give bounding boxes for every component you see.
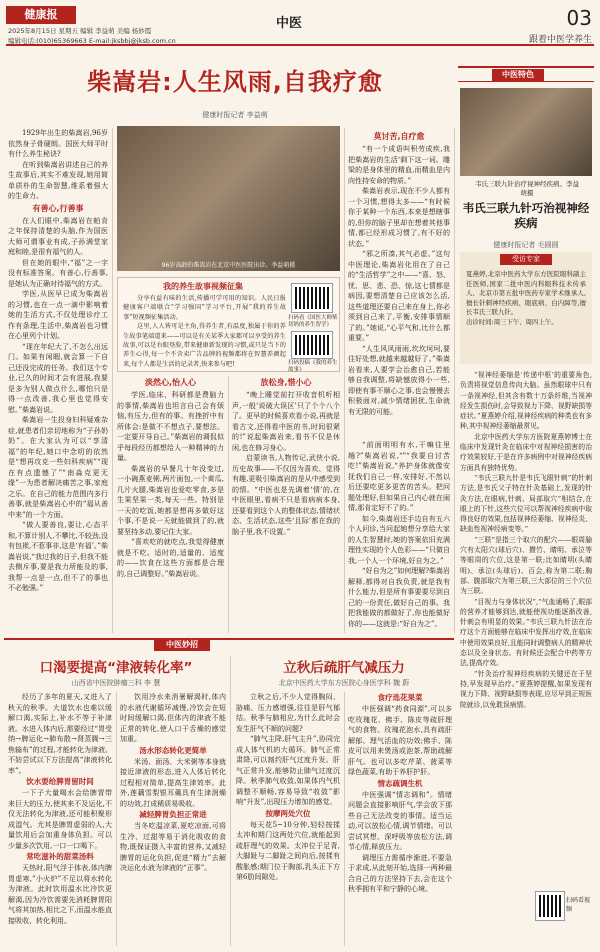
- lead-col5: 莫讨苦,自疗愈 “有一个成语叫积劳成疾,我把柴嵩岩的生活‘剩下这一词。雕梁的是身体里的精血,而精血是内向性持安命的物质。” 柴嵩岩表示,现在不少人都有一个习惯,想得太多——“有时候你于某种一个东西,本来是想瞎事的,但你的脑子里却在想着其他事情,都已经形成习惯了,有不好的状态。” “邪之所凑,其气必虚。”这句中医理论,柴嵩岩化用在了自己的“生活哲学”之中——“喜、怒、忧、思、悲、恐、惊,这七情都是病因,要想清楚自己应该怎么活,这些道理还要自己来在身上,你必须到自己来了,平衡,安排事情顺了的。”她说,“心平气和,比什么都重要。” “人生风风雨雨,坎坎坷坷,要往好处想,就越来越越好了。”柴嵩岩看来,人要学会治愈自己,若能够自我调整,将缺憾放得小一些,即使有事不顺心之事,也会慢慢去积极面对,减少情绪困扰,生命就有无限的可能。: [348, 132, 450, 416]
- article-right-col2: 食疗选花果菜 中医强调“药食同源”,可以多吃玫瑰花、佛手、陈皮等疏肝理气的食物。玫瑰花泡水,具有疏肝解郁、理气活血的功效;佛手、陈皮可以用来煲汤或泡茶,帮助疏解肝气。也可以多吃芹菜、菠菜等绿色蔬菜,有助于养肝护肝。 情志疏调生机 中医强调“情志调和”。情绪问题会直接影响肝气,学会放下那些自己无法改变的事情。适当运动,可以放松心情,调节情绪。可以尝试冥想、深呼吸等放松方法,调节心情,释放压力。 调理压力需循序渐进,不要急于求成,从此刻开始,选择一两种最合自己的方法坚持下去,会在这个秋季拥有平和宁静的心境。: [348, 693, 452, 893]
- article-left-col2: 饮用冷水来消暑解渴时,体内的水液代谢循环减慢,冷饮会在短时间缓解口渴,但体内的津液不能正常的转化,使人口干舌燥的感觉加重。 汤水形态转化更简单 米汤、面汤、大米粥等本身就接近津液的形态,进入人体后转化过程相对简单,提高生津效率。此外,莲藕雪梨银耳羹具有生津润燥的功效,打成稀质易吸收。 减轻脾胃负担正常进 当冬吃温凉菜,夏吃凉面,可将生冷、过甜等易于消化吸收的食物,既保证摄入丰富的营养,又减轻脾胃的运化负担,促进“精力”去解决运化水液为津液的“正事”。: [120, 693, 226, 872]
- contact-line: 编辑电话:(010)65369663 E-mail:jksbbj@jksb.com.cn: [8, 37, 176, 45]
- expert-box: [460, 252, 592, 364]
- lead-byline: 健康时报记者 李益萌: [202, 111, 268, 119]
- video-notice-box: [117, 277, 340, 372]
- lead-subhead-1: 有善心,行善事: [32, 203, 84, 213]
- sidebar-qr-caption: 扫码看视频: [566, 897, 591, 913]
- article-left-subhead-1: 饮水要给脾胃留时间: [26, 777, 94, 786]
- notice-body: 分享有益有味的生活,传播可学可用的知识。人民日报健康客户端联合“学习强国”学习平台,开展“我的养生故事”短视频征集活动。 这里,人人皆可是主角,得养生者,有温度,独属于你的养生故事笔端道来——可以是有关某季大家都可以享受的养生故事,可以是右眼登脸,带来健康新发现的习惯,或只是当下的养生心得,每一个不含卖广告品牌的视频都将在智慧养颜起来,每个人都是生活的记录者,快来参与吧!: [123, 295, 286, 368]
- article-left-col1: 经历了多年的夏天,又进入了秋天的秋季。大道饮水也难以缓解口渴,实际上,补水不等于补津液。水进入体内后,需要经过“胃受纳→脾运化→肺布散→肾蒸腾→三焦输布”的过程,才能转化为津液。不妨尝试以下方法提高“津液转化率”。 饮水要给脾胃留时间 一下子大量喝水会给脾胃带来巨大的压力,使其来不及运化,不仅无法转化为津液,还可能积聚形成湿气。尤其是脾胃虚弱的人,大量饮用后会加重身体负担。可以少量多次饮用,一口一口喝下。 常吃滋补的甜菜汤料 天热时,阳气浮于体表,体内脾胃虚寒,”小火炉”不足以将水转化为津液。此时饮用温水比冷饮更解渴,因为冷饮需要先消耗脾胃阳气将其加热,相比之下,而温水能直接吸收、转化利用。: [8, 693, 112, 925]
- tips-band-label: 中医妙招: [154, 638, 210, 651]
- expert-text: 夏燕婷,北京中医药大学东方医院眼科副主任医师,国家二批中医内科眼科技术传承人、北京市第五批中医药专家学术继承人,擅长针刺神经疾病、眼底病、白内障等,擅长韦氏三联九针。 出诊时间:周三下午、周四上午。: [466, 270, 586, 326]
- date-line: 2025年8月15日 星期五 编辑 李益萌 美编 杨妙霞: [8, 27, 152, 35]
- sidebar-byline: 健康时报记者 毛圆圆: [493, 241, 559, 249]
- article-left-subhead-2: 常吃滋补的甜菜汤料: [26, 852, 94, 861]
- section-tagline: 跟着中医学养生: [528, 35, 592, 45]
- section-title: 中医: [276, 16, 303, 31]
- qr2-caption: 扫码投稿《我的养生故事》: [288, 360, 338, 373]
- lead-col3: 淡然心,怡人心 学医,临床、科研都是费脑力的事情,柴嵩岩也坦言自己会有烦恼,有压力,但有的事。有挫折中有所体会:是做不不想点子,要想法。一定要开导自己。”柴嵩岩的调侃似乎每段经历都想给人一种精神的力量。 柴嵩岩的早餐几十年没变过,一小碗燕麦粥,两片面包,一个黄瓜,几片火腿,柴嵩岩也爱吃零食,多是生果坚果一类,每天一些。特别是一天的吃饭,她都是想再多做好这个事,不是说一天就能做到了的,就要坚持多动,要记住大家。 “喜欢吃的就吃点,我觉得健康就是不吃。适时的,适量的、适度的——饮食在这些方面都是合理的,自己调整好。”柴嵩岩说。: [117, 378, 224, 578]
- sidebar-photo-caption: 韦氏三联九针治疗视神经疾病。李益萌摄: [475, 180, 579, 197]
- lead-col1: 1929年出生的柴嵩岩,96岁依然身子骨硬朗。国医大师平时有什么养生秘诀? 在听到柴嵩岩讲述自己的养生故事后,其实不难发现,她用简单质朴的生命智慧,维系着强大的生命力。 有善心,行善事 在人们眼中,柴嵩岩在帕肯之年保持清楚的头脑,作为国医大师可谓事业有成,子孙满堂家庭和睦,是很有福气的人。 但在她的眼中,“福”之一字没有标准答案。有善心,行善事,是她认为正确对待福气的方式。 学医,从医早已成为柴嵩岩的习惯,也在一点一滴中影响着她的生活方式,不仅处理诊疗工作有条理,生活中,柴嵩岩也习惯在心里列个计划。 “现在年纪大了,不怎么出远门。如果有闲暇,就会算一下自己还没完成的任务。我们这个专业,已久的时间才会有进展,我要是多为别人做点什么,哪怕只是得一点改善,我心里也觉得安慰。”柴嵩岩说。 柴嵩岩一生投身妇科疑难杂症,就患者们亲切地称为“子孙奶奶”。在大家认为可以“享清福”的年纪,她口中念叨的依然是“想再攻克一些妇科疾病”“现在有点遗憾了”“南淼克更无缘”一为患者解决痛苦之事,家庭之乐。在自己的能力范围内多行善事,就是柴嵩岩心中的“福从善中来”的一个方面。 “做人要善良,要让,心态平和,不算计别人,不攀比,不较劲,没有包袱,不惹事非,这是‘有福’。”柴嵩岩说,“我过我的日子,但我不能去侧斥事,要是我力所能及的事,我帮一点是一点,但不了的事也不必勉强。”: [8, 129, 108, 592]
- lead-subhead-lv: 淡然心,怡人心: [144, 378, 197, 387]
- article-right-subhead-3: 情志疏调生机: [377, 778, 423, 788]
- sidebar: [458, 66, 594, 946]
- tips-band: [4, 638, 454, 652]
- article-right-col1: 立秋之后,不少人觉得胸闷、胁痛、压力感增强,往往是肝气郁结。秋季与肺相应,为什么此时会发生肝气不顺的问题? “肺气主降,肝气主升”,协同完成人体气机的大循环。肺气正常肃降,可以制约肝气过度升发。肝气正常升发,能够防止肺气过度沉降。秋季肺气收敛,如果体内气机调整不顺畅,容易导致“收敛”影响“升发”,出现压力增加的感觉。 按摩两处穴位 每天花5~10分钟,轻轻按揉太冲和期门这两处穴位,就能起到疏肝理气的效果。太冲位于足背,大脚趾与二脚趾之间向后,按揉有酸胀感;期门位于胸部,乳头正下方第6肋间隙处。: [236, 693, 340, 881]
- article-right-subhead-1: 按摩两处穴位: [265, 808, 311, 818]
- sidebar-body: “视神经萎缩是‘传递中枢’的重要角色,负责将视觉信息传向大脑。虽然眼球中只有一条视神经,但其含有数十万条纤维,当视神经发生损伤时,会导致视力下降、视野缺损等症状。”夏燕婷介绍,视神经疾病的种类也有多种,其中视神经萎缩最常见。 北京中医药大学东方医院夏燕婷博士在临床中发现针灸在临床中对视神经损害的治疗效果较好,于是在许多病例中对视神经疾病方面具有独特优势。 “韦氏三联九针是韦氏飞眼针刺”的针刺方法,是韦氏父子特在针灸基础上,发现的针灸方法,在眼病,针刺、局部取穴“相结合,在眼上的下针,这些穴位可以帮视神经疾病中取得良好的效果,包括视神经萎缩、视神经炎、缺血性视神经病变等。” “三联”是指三个取穴的配穴——眼周腧穴有太阳穴(球后穴)、攒竹、睛明、承泣等等眼周的穴位,这是第一联;比如睛明(头睛明)、承泣(头球后)、百会,称为第二联;胸部、腹部取穴为第三联,三大部位的三个穴位为三联。 “目视力与身体状况”,“气血通畅了,眼部的营养才能够到达,就能使视功能逐渐改善,针刺会有明显的效果。”韦氏三联九针法在治疗这个方面能够在临床中发挥出疗效,在临床中使用效果良好,且能同时调整病人的精神状态以及全身状态。有时候还会配合中药等方法,提高疗效。 “针灸治疗视神经疾病的关键还在于坚持,早发现早治疗。”夏燕婷提醒,如果发现有视力下降、视野缺损等表现,应尽早到正规医院就诊,以免耽误病情。: [460, 371, 592, 709]
- lead-photo: [117, 126, 340, 271]
- article-left-subhead-4: 减轻脾胃负担正常进: [139, 810, 207, 819]
- lead-col6-text: “前面明明有水,干嘛往里趟?”柴嵩岩说,“”“我要自讨苦吃!”柴嵩岩说,“养护身体就像安抚我们自己一样,安排好,不然以后还要吃更多更苦的苦头。把问题处理好,但如果自己内心就在闹情,那肯定好不了的。” 如今,柴嵩岩还手边自有五六个人问诊,当问起她想分享给大家的人生智慧时,她的答案依旧充满理性实现的个人色彩——“只做自我,一个人一个环境,好自为之。” “好自为之”如何理解?柴嵩岩解释,都得对自我负责,就是我有什么能力,但是所有事要要尽到自己的一份责任,做好自己的事。我把我能做的都做好了,你也能做好你的——这就是:“好自为之”。: [348, 440, 450, 633]
- lead-photo-caption: 96岁高龄的柴嵩岩在北京中医医院出诊。李益萌摄: [161, 262, 296, 269]
- article-left-byline: 山西省中医院肿瘤三科 李 慧: [71, 679, 161, 687]
- notice-title: 我的养生故事视频征集: [163, 282, 243, 291]
- masthead: [6, 6, 594, 46]
- article-left-subhead-3: 汤水形态转化更简单: [139, 745, 207, 755]
- sidebar-header-label: 中医特色: [492, 69, 544, 81]
- qr-code-1[interactable]: [292, 284, 332, 312]
- lead-subhead-2: 放松身,惜小心: [260, 378, 312, 387]
- article-right-byline: 北京中医药大学东方医院心身医学科 魏 蔚: [278, 679, 410, 687]
- page-number: 03: [566, 6, 592, 30]
- sidebar-header: [458, 66, 594, 82]
- qr-code-2[interactable]: [292, 332, 332, 358]
- paper-logo: 健康报: [6, 6, 76, 24]
- sidebar-title: 韦氏三联九针巧治视神经疾病: [462, 201, 590, 230]
- article-left-title: 口渴要提高“津液转化率”: [39, 660, 193, 676]
- article-right-title: 立秋后疏肝气减压力: [283, 660, 405, 676]
- expert-time: 出诊时间:周三下午、周四上午。: [466, 317, 558, 326]
- lead-title: 柴嵩岩:人生风雨,自我疗愈: [87, 68, 383, 96]
- expert-header: 受访专家: [500, 254, 552, 265]
- lead-col4: 放松身,惜小心 “晚上睡觉前打开收音机听相声,一般‘说破大误区’只了个个八个了。更早的时候喜欢看小说,再就是看古文,还得看中医的书,时间很紧的!”说起柴嵩岩来,看书不仅是休闲,也在修习身心。 启蒙读书,人物传记,武侠小说,历史故事——不仅因为喜欢、觉得有趣,更吸引柴嵩岩的是从中感受到的情。“中医也是先调着‘情’的,在中医眼里,看病不只是看病病本身,还要看到这个人的整体状态,情绪状态、生活状态,这些‘且际’都在我的脑子里,我不设置。”: [232, 378, 340, 536]
- article-right-subhead-2: 食疗选花果菜: [377, 693, 423, 702]
- qr1-caption: 扫码看《国医大师柴切奶的养生智学》: [288, 315, 338, 328]
- sidebar-photo: [460, 88, 592, 176]
- sidebar-qr-code[interactable]: [536, 892, 564, 920]
- lead-subhead-3: 莫讨苦,自疗愈: [373, 132, 425, 141]
